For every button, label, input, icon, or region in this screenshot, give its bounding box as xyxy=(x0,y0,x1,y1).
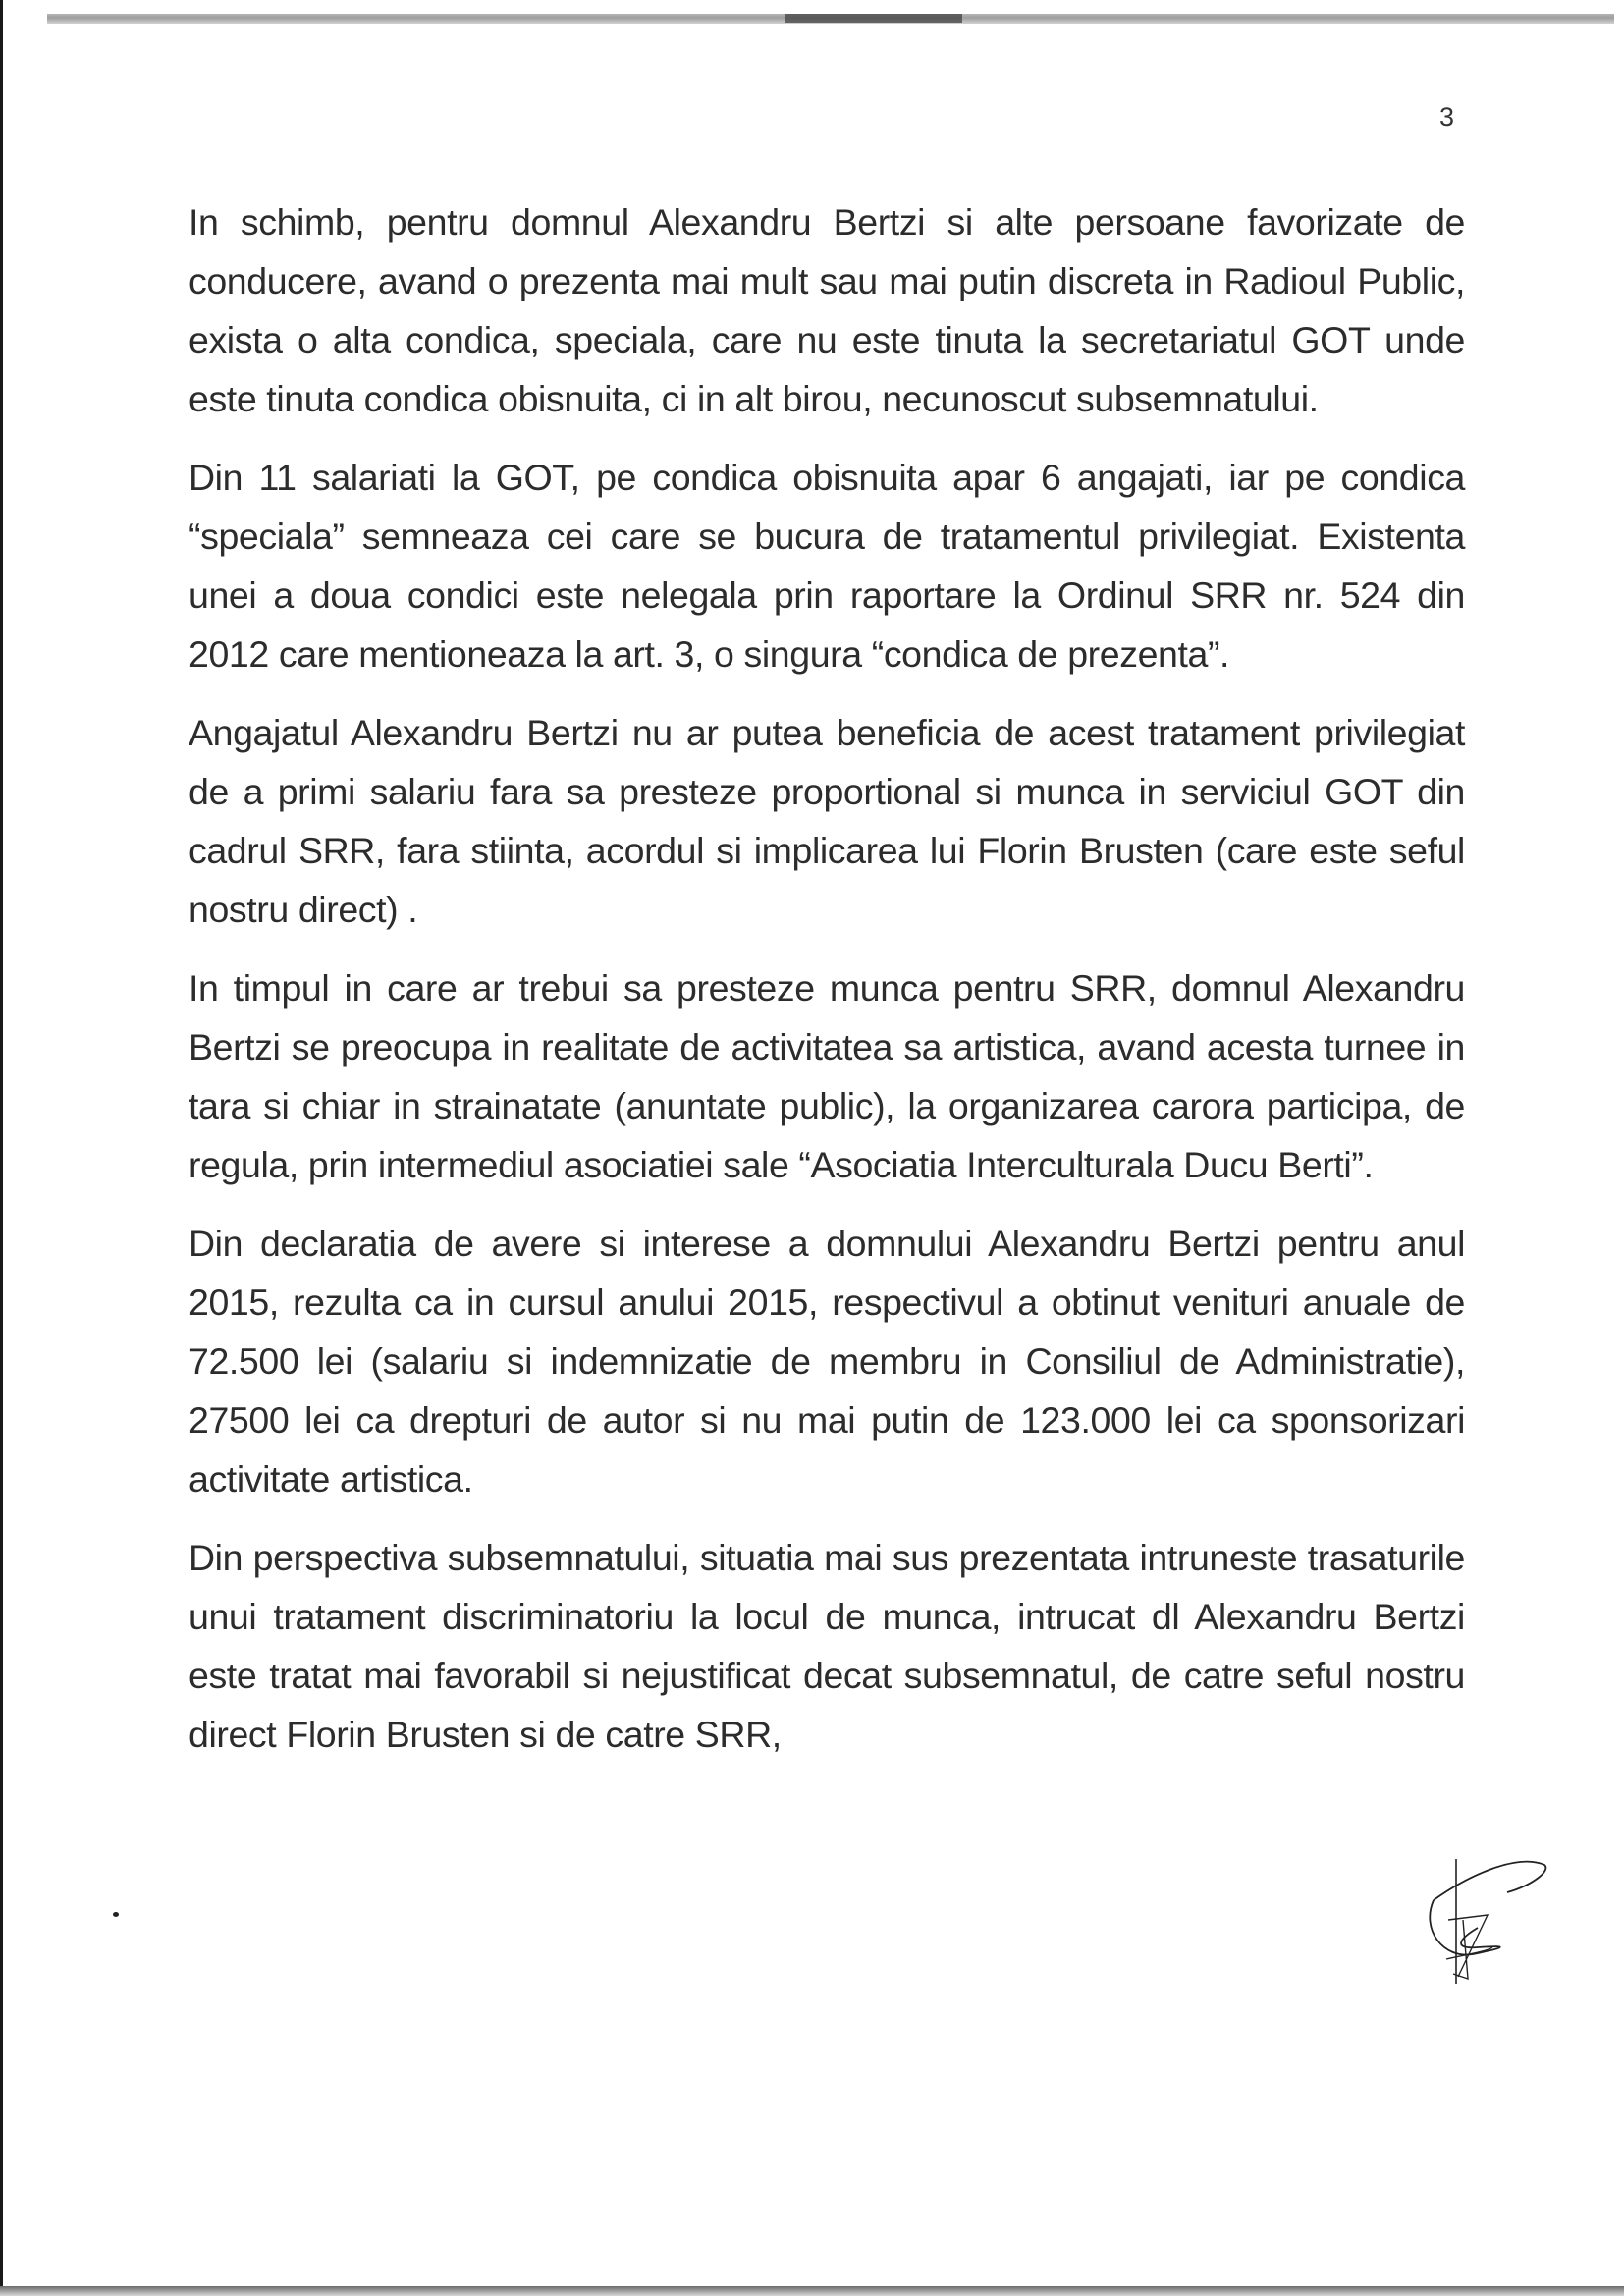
paragraph-income-declaration: Din declaratia de avere si interese a domnului Alexandru Bertzi pentru anul 2015, rezulta ca in cursul anului 2015, respectivul a obtinut venituri anuale de 72.500 lei (salariu si indemnizatie de membru in Consiliul de Administratie), 27500 lei ca drepturi de autor si nu mai putin de 123.000 lei ca sponsorizari activitate artistica. xyxy=(189,1223,1465,1500)
page-number: 3 xyxy=(1439,102,1455,132)
paragraph-special-register: In schimb, pentru domnul Alexandru Bertzi si alte persoane favorizate de conducere, avand o prezenta mai mult sau mai putin discreta in Radioul Public, exista o alta condica, speciala, care nu este tinuta la secretariatul GOT unde este tinuta condica obisnuita, ci in alt birou, necunoscut subsemnatului. xyxy=(189,201,1465,419)
paragraph-privileged-treatment: Angajatul Alexandru Bertzi nu ar putea beneficia de acest tratament privilegiat de a primi salariu fara sa presteze proportional si munca in serviciul GOT din cadrul SRR, fara stiinta, acordul si implicarea lui Florin Brusten (care este seful nostru direct) . xyxy=(189,712,1465,930)
paragraph-discrimination-claim: Din perspectiva subsemnatului, situatia mai sus prezentata intruneste trasaturile unui tratament discriminatoriu la locul de munca, intrucat dl Alexandru Bertzi este tratat mai favorabil si nejustificat decat subsemnatul, de catre seful nostru direct Florin Brusten si de catre SRR, xyxy=(189,1537,1465,1755)
document-body xyxy=(189,192,1465,1783)
scan-left-edge xyxy=(0,0,3,2296)
handwritten-signature-icon xyxy=(1429,1851,1556,1989)
paragraph-employee-count: Din 11 salariati la GOT, pe condica obisnuita apar 6 angajati, iar pe condica “speciala” semneaza cei care se bucura de tratamentul privilegiat. Existenta unei a doua condici este nelegala prin raportare la Ordinul SRR nr. 524 din 2012 care mentioneaza la art. 3, o singura “condica de prezenta”. xyxy=(189,457,1465,675)
scan-top-strip-artifact xyxy=(785,14,962,23)
scan-speck xyxy=(113,1912,119,1917)
scan-bottom-strip xyxy=(0,2286,1624,2296)
paragraph-artistic-activity: In timpul in care ar trebui sa presteze munca pentru SRR, domnul Alexandru Bertzi se preocupa in realitate de activitatea sa artistica, avand acesta turnee in tara si chiar in strainatate (anuntate public), la organizarea carora participa, de regula, prin intermediul asociatiei sale “Asociatia Interculturala Ducu Berti”. xyxy=(189,967,1465,1185)
